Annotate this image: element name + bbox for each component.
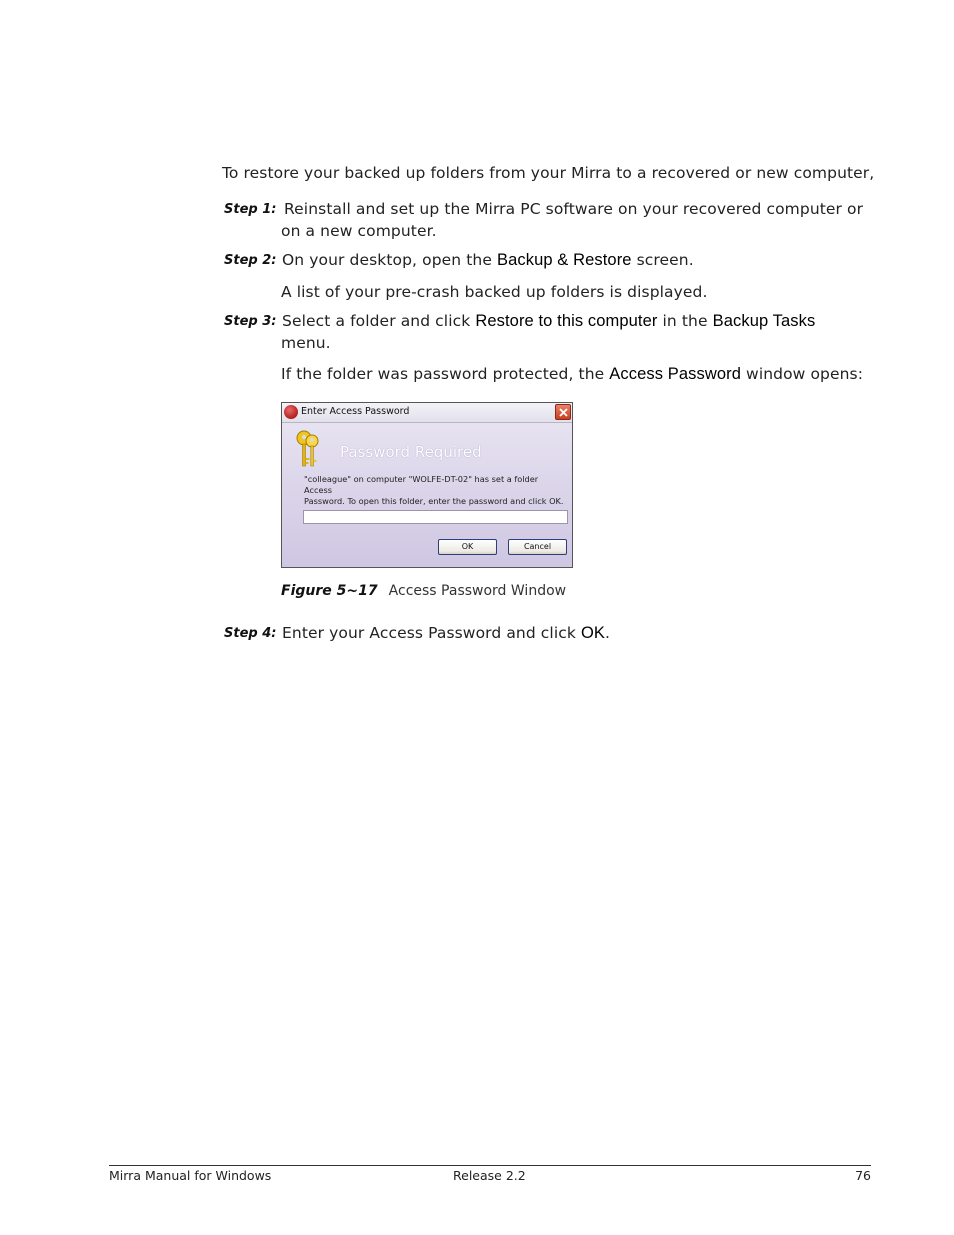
close-icon [559, 408, 568, 417]
backup-restore-term: Backup & Restore [496, 251, 632, 269]
ok-button[interactable]: OK [438, 539, 497, 555]
step-1-text-line1: Reinstall and set up the Mirra PC software on your recovered computer or [284, 200, 864, 218]
figure-caption [281, 580, 566, 599]
footer-page-number: 76 [855, 1168, 871, 1183]
access-password-dialog [281, 402, 573, 568]
step-4-text [282, 622, 610, 644]
ok-term: OK [580, 624, 606, 642]
step-3-text-pre: Select a folder and click [282, 312, 476, 330]
dialog-title: Enter Access Password [301, 406, 410, 417]
figure-label: Figure 5~17 [281, 583, 378, 599]
step-4-text-post: . [605, 624, 611, 642]
dialog-heading: Password Required [340, 443, 482, 461]
step-3-text-line1 [282, 310, 815, 332]
step-4-label: Step 4: [224, 626, 277, 641]
close-button[interactable] [555, 404, 571, 420]
step-2-text [282, 249, 694, 271]
step-1-text-line2: on a new computer. [281, 222, 437, 240]
access-password-term: Access Password [609, 365, 742, 383]
backup-tasks-term: Backup Tasks [712, 312, 816, 330]
mirra-app-icon [284, 405, 298, 419]
step-2-text-post: screen. [631, 251, 694, 269]
dialog-message [304, 474, 564, 507]
figure-caption-text: Access Password Window [388, 583, 567, 599]
step-3-text-line2: menu. [281, 334, 331, 352]
footer-center: Release 2.2 [453, 1168, 526, 1183]
dialog-message-line1: "colleague" on computer "WOLFE-DT-02" has set a folder Access [304, 474, 539, 495]
step-3-note [281, 363, 863, 385]
step-4-text-pre: Enter your Access Password and click [282, 624, 581, 642]
footer-rule [109, 1165, 871, 1166]
step-1-label: Step 1: [224, 202, 277, 217]
dialog-titlebar [282, 403, 572, 423]
keys-icon [294, 430, 322, 474]
intro-paragraph: To restore your backed up folders from your Mirra to a recovered or new computer, [222, 164, 875, 182]
cancel-button[interactable]: Cancel [508, 539, 567, 555]
step-2-note: A list of your pre-crash backed up folders is displayed. [281, 283, 708, 301]
step-3-note-post: window opens: [741, 365, 864, 383]
footer-left: Mirra Manual for Windows [109, 1168, 272, 1183]
step-2-label: Step 2: [224, 253, 277, 268]
step-2-text-pre: On your desktop, open the [282, 251, 497, 269]
step-3-label: Step 3: [224, 314, 277, 329]
restore-to-this-computer-term: Restore to this computer [475, 312, 658, 330]
step-3-text-mid: in the [657, 312, 713, 330]
password-input[interactable] [303, 510, 568, 524]
dialog-message-line2: Password. To open this folder, enter the password and click OK. [304, 496, 564, 506]
step-3-note-pre: If the folder was password protected, the [281, 365, 610, 383]
